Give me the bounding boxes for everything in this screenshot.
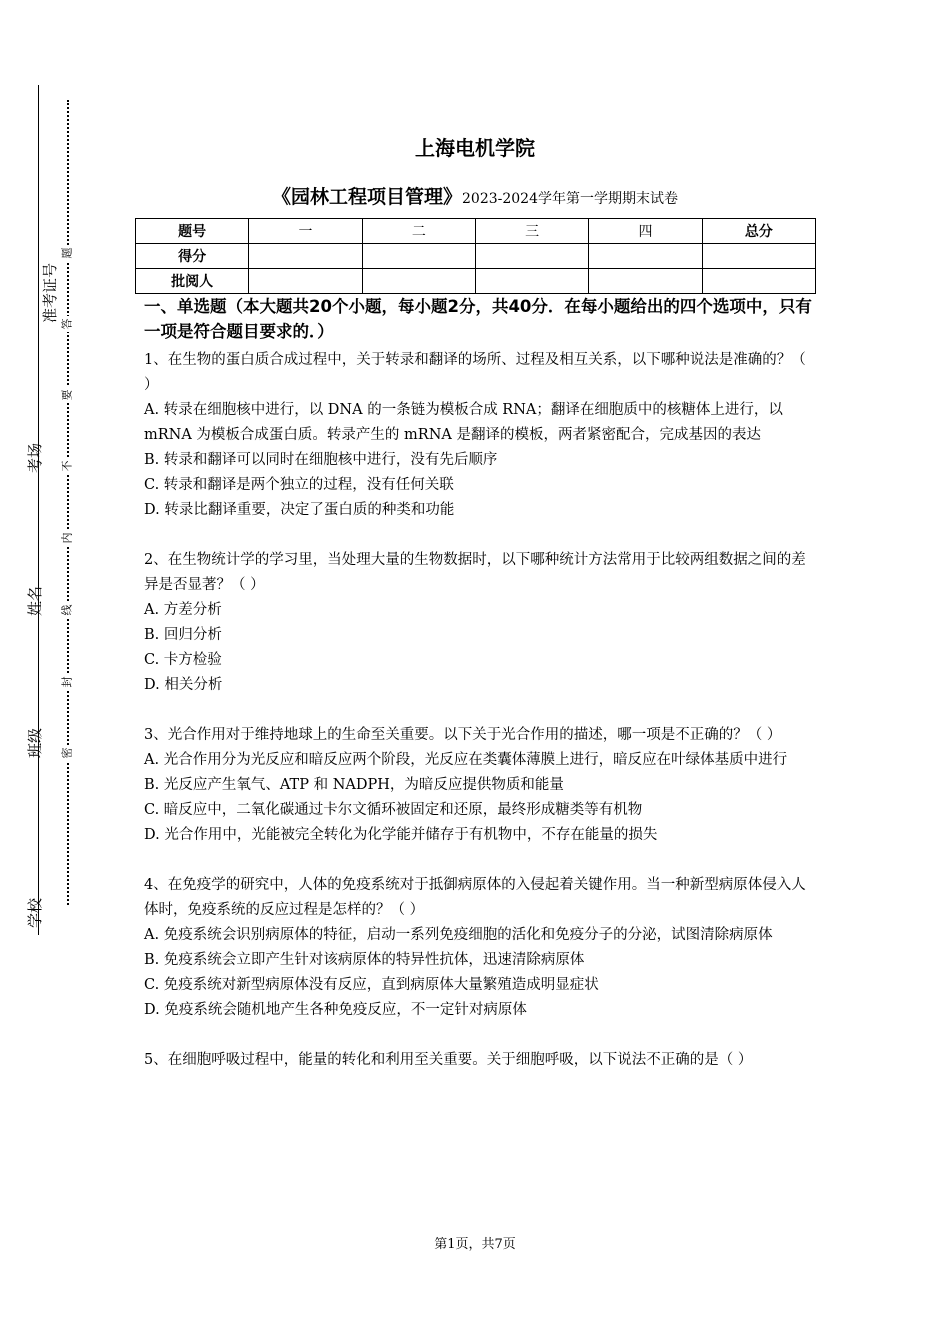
question-option: D. 光合作用中，光能被完全转化为化学能并储存于有机物中，不存在能量的损失: [144, 827, 658, 843]
score-table-row-score: [136, 244, 816, 269]
question-2: [144, 548, 812, 698]
section-title: 一、单选题（本大题共20个小题，每小题2分，共40分．在每小题给出的四个选项中，只有一项是符合题目要求的．）: [144, 297, 812, 341]
question-option: B. 光反应产生氧气、ATP 和 NADPH，为暗反应提供物质和能量: [144, 777, 564, 793]
question-stem: 4、在免疫学的研究中，人体的免疫系统对于抵御病原体的入侵起着关键作用。当一种新型病原体侵入人体时，免疫系统的反应过程是怎样的？（ ）: [144, 877, 806, 918]
grader-cell: [249, 269, 362, 294]
grader-cell: [702, 269, 815, 294]
question-3: [144, 723, 812, 848]
term-title: 2023-2024学年第一学期期末试卷: [462, 191, 678, 207]
question-option: B. 转录和翻译可以同时在细胞核中进行，没有先后顺序: [144, 452, 498, 468]
question-stem: 1、在生物的蛋白质合成过程中，关于转录和翻译的场所、过程及相互关系，以下哪种说法是准确的？（ ）: [144, 352, 806, 393]
question-option: B. 回归分析: [144, 627, 222, 643]
score-cell: [362, 244, 475, 269]
score-table-row-label: 批阅人: [136, 269, 249, 294]
score-table-header-cell: 一: [249, 219, 362, 244]
seal-char: 封: [59, 674, 75, 690]
score-table-header-cell: 二: [362, 219, 475, 244]
score-table-header-cell: 题号: [136, 219, 249, 244]
question-4: [144, 873, 812, 1023]
question-option: A. 转录在细胞核中进行，以 DNA 的一条链为模板合成 RNA；翻译在细胞质中的核糖体上进行，以 mRNA 为模板合成蛋白质。转录产生的 mRNA 是翻译的模板，两者紧密配合，完成基因的表达: [144, 402, 783, 443]
seal-char: 答: [59, 316, 75, 332]
score-table-header-cell: 四: [589, 219, 702, 244]
score-table-header-row: [136, 219, 816, 244]
binding-solid-line: [38, 85, 39, 935]
question-option: C. 暗反应中，二氧化碳通过卡尔文循环被固定和还原，最终形成糖类等有机物: [144, 802, 643, 818]
seal-char: 不: [59, 458, 75, 474]
question-option: C. 免疫系统对新型病原体没有反应，直到病原体大量繁殖造成明显症状: [144, 977, 599, 993]
score-table-row-grader: [136, 269, 816, 294]
seal-char: 线: [59, 602, 75, 618]
score-table-header-cell: 三: [475, 219, 588, 244]
question-5: [144, 1048, 812, 1073]
seal-char: 要: [59, 387, 75, 403]
course-title: 《园林工程项目管理》: [271, 186, 462, 208]
seal-char: 内: [59, 530, 75, 546]
grader-cell: [362, 269, 475, 294]
margin-label-class: 班级: [26, 727, 45, 759]
question-option: D. 免疫系统会随机地产生各种免疫反应，不一定针对病原体: [144, 1002, 527, 1018]
binding-dotted-line: [67, 100, 69, 905]
exam-title: [0, 182, 950, 209]
question-option: C. 转录和翻译是两个独立的过程，没有任何关联: [144, 477, 454, 493]
margin-label-name: 姓名: [26, 585, 45, 617]
score-cell: [475, 244, 588, 269]
exam-content: [144, 294, 812, 1098]
question-option: B. 免疫系统会立即产生针对该病原体的特异性抗体，迅速清除病原体: [144, 952, 585, 968]
question-stem: 5、在细胞呼吸过程中，能量的转化和利用至关重要。关于细胞呼吸，以下说法不正确的是（ ）: [144, 1052, 753, 1068]
score-table: [135, 218, 816, 294]
score-cell: [702, 244, 815, 269]
question-option: C. 卡方检验: [144, 652, 222, 668]
school-title: 上海电机学院: [415, 136, 535, 160]
seal-char: 密: [59, 745, 75, 761]
question-option: D. 相关分析: [144, 677, 223, 693]
question-stem: 2、在生物统计学的学习里，当处理大量的生物数据时，以下哪种统计方法常用于比较两组数据之间的差异是否显著？（ ）: [144, 552, 806, 593]
question-option: D. 转录比翻译重要，决定了蛋白质的种类和功能: [144, 502, 455, 518]
page-footer: 第1页，共7页: [434, 1237, 516, 1252]
grader-cell: [589, 269, 702, 294]
margin-label-exam-number: 准考证号: [41, 262, 60, 324]
score-table-header-cell: 总分: [702, 219, 815, 244]
question-1: [144, 348, 812, 523]
question-option: A. 方差分析: [144, 602, 222, 618]
score-cell: [589, 244, 702, 269]
grader-cell: [475, 269, 588, 294]
score-cell: [249, 244, 362, 269]
seal-char: 题: [59, 245, 75, 261]
question-option: A. 光合作用分为光反应和暗反应两个阶段，光反应在类囊体薄膜上进行，暗反应在叶绿体基质中进行: [144, 752, 788, 768]
margin-label-school: 学校: [26, 897, 45, 929]
question-option: A. 免疫系统会识别病原体的特征，启动一系列免疫细胞的活化和免疫分子的分泌，试图清除病原体: [144, 927, 773, 943]
question-stem: 3、光合作用对于维持地球上的生命至关重要。以下关于光合作用的描述，哪一项是不正确的？（ ）: [144, 727, 782, 743]
score-table-row-label: 得分: [136, 244, 249, 269]
margin-label-exam-room: 考场: [26, 442, 45, 474]
